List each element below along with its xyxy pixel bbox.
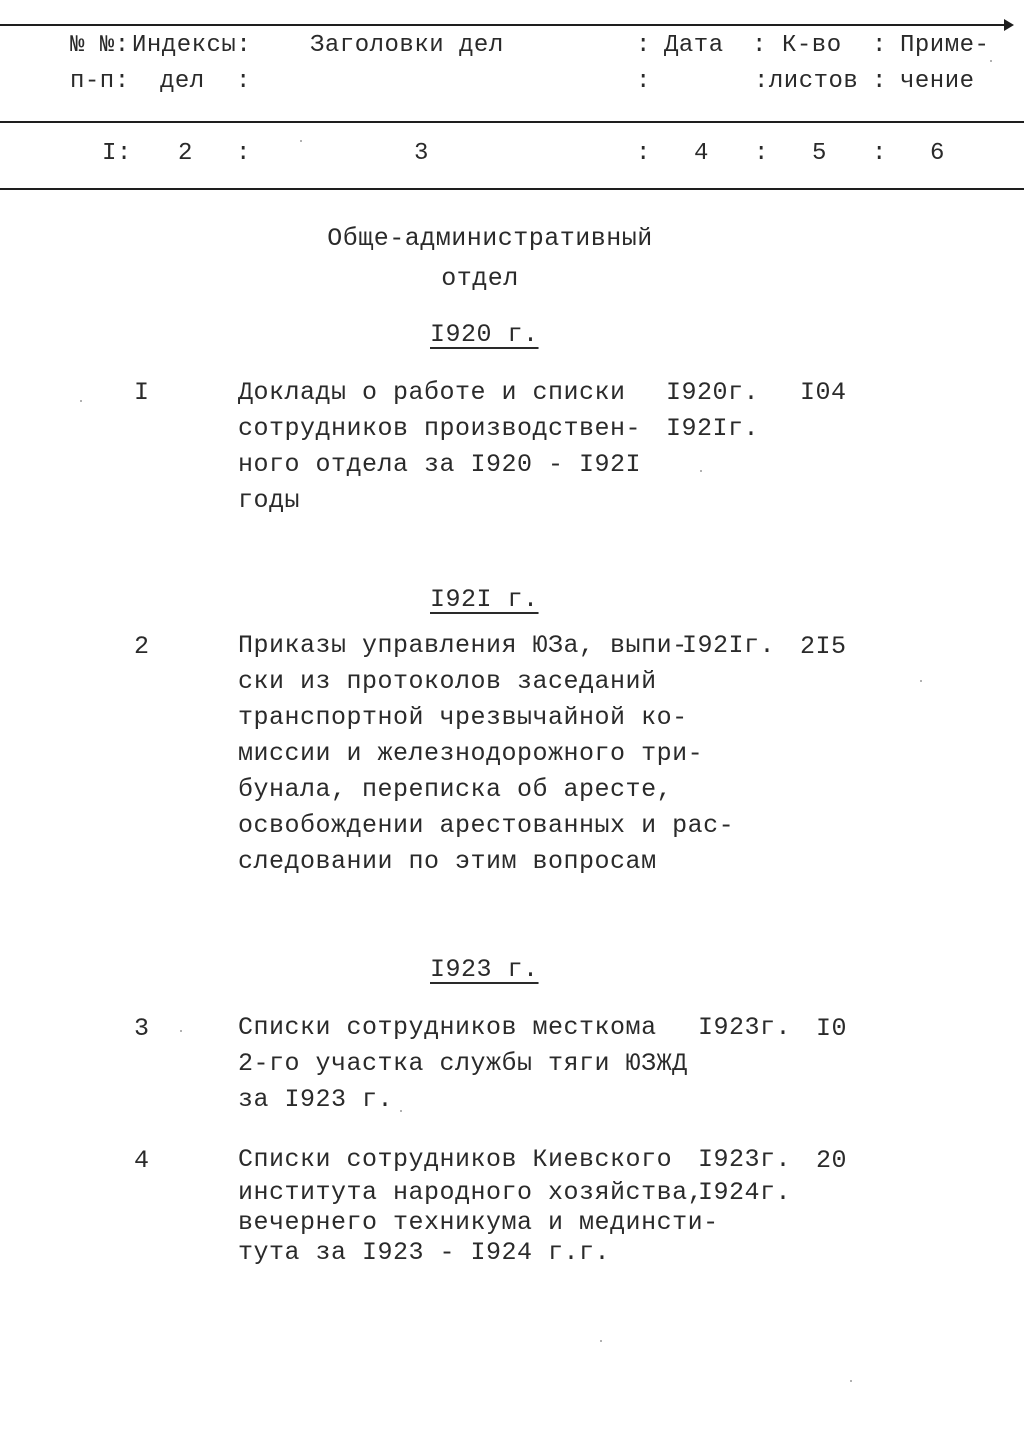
entry-sheets: I0 (816, 1014, 848, 1043)
header-number-label: № №: (70, 32, 130, 59)
entry-title (238, 628, 734, 880)
arrow-icon (1004, 19, 1014, 31)
entry-sheets: I04 (800, 378, 847, 407)
header-separator: : (872, 68, 887, 95)
header-separator: : (754, 140, 769, 167)
header-number-sublabel: п-п: (70, 68, 130, 95)
entry-date-line: I923г. (698, 1013, 792, 1042)
header-bottom-rule (0, 188, 1024, 190)
year-heading: I920 г. (430, 320, 539, 349)
scan-speck (300, 140, 302, 142)
entry-title-line: Списки сотрудников месткома (238, 1013, 657, 1042)
entry-title-line: годы (238, 486, 301, 515)
entry-date (666, 375, 759, 447)
header-sheets-label: К-во (782, 32, 842, 59)
header-sheets-sublabel: :листов (754, 68, 859, 95)
entry-title-line: вечернего техникума и мединсти- (238, 1208, 719, 1237)
scan-speck (600, 1340, 602, 1342)
year-heading: I92I г. (430, 585, 539, 614)
column-number-5: 5 (812, 140, 827, 167)
entry-title-line: бунала, переписка об аресте, (238, 775, 673, 804)
entry-title-line: освобождении арестованных и рас- (238, 811, 735, 840)
header-index-sublabel: дел (160, 68, 205, 95)
entry-title (238, 1142, 719, 1268)
header-separator: : (636, 68, 651, 95)
entry-title-line: института народного хозяйства, (238, 1178, 704, 1207)
entry-title-line: за I923 г. (238, 1085, 394, 1114)
column-number-1: I: (102, 140, 132, 167)
entry-title-line: тута за I923 - I924 г.г. (238, 1238, 611, 1267)
section-subtitle (230, 264, 730, 293)
column-number-3: 3 (414, 140, 429, 167)
header-separator: : (872, 32, 887, 59)
entry-sheets: 20 (816, 1146, 848, 1175)
entry-number: 2 (134, 632, 150, 661)
header-index-label: Индексы: (132, 32, 252, 59)
entry-title-line: сотрудников производствен- (238, 414, 642, 443)
entry-date-line: I92Iг. (666, 414, 760, 443)
entry-number: 4 (134, 1146, 150, 1175)
column-number-6: 6 (930, 140, 945, 167)
entry-title-line: ски из протоколов заседаний (238, 667, 657, 696)
header-separator: : (236, 68, 251, 95)
header-separator: : (636, 32, 651, 59)
entry-number: 3 (134, 1014, 150, 1043)
entry-date (698, 1010, 791, 1046)
header-middle-rule (0, 121, 1024, 123)
header-notes-sublabel: чение (900, 68, 975, 95)
section-title-line1: Обще-административный (327, 224, 653, 253)
entry-title-line: 2-го участка службы тяги ЮЗЖД (238, 1049, 688, 1078)
section-title (230, 224, 750, 253)
entry-date-line: I923г. (698, 1145, 792, 1174)
entry-date-line: I92Iг. (682, 631, 776, 660)
scan-speck (700, 470, 702, 472)
scan-speck (80, 400, 82, 402)
entry-date (682, 628, 775, 664)
column-number-4: 4 (694, 140, 709, 167)
entry-title-line: Списки сотрудников Киевского (238, 1145, 673, 1174)
entry-number: I (134, 378, 150, 407)
entry-title-line: Приказы управления ЮЗа, выпи- (238, 631, 688, 660)
section-title-line2: отдел (441, 264, 519, 293)
entry-title-line: Доклады о работе и списки (238, 378, 626, 407)
header-separator: : (752, 32, 767, 59)
header-separator: : (872, 140, 887, 167)
entry-title-line: транспортной чрезвычайной ко- (238, 703, 688, 732)
scan-speck (180, 1030, 182, 1032)
header-separator: : (636, 140, 651, 167)
entry-title (238, 1010, 688, 1118)
scan-speck (850, 1380, 852, 1382)
scan-speck (990, 60, 992, 62)
column-number-2: 2 (178, 140, 193, 167)
entry-date-line: I920г. (666, 378, 760, 407)
header-notes-label: Приме- (900, 32, 990, 59)
scan-speck (920, 680, 922, 682)
scan-speck (400, 1110, 402, 1112)
header-title-label: Заголовки дел (310, 32, 504, 59)
entry-date-line: I924г. (698, 1178, 792, 1207)
entry-title (238, 375, 641, 519)
entry-sheets: 2I5 (800, 632, 847, 661)
entry-title-line: следовании по этим вопросам (238, 847, 657, 876)
entry-title-line: миссии и железнодорожного три- (238, 739, 704, 768)
entry-date (698, 1142, 791, 1208)
entry-title-line: ного отдела за I920 - I92I (238, 450, 642, 479)
header-separator: : (236, 140, 251, 167)
header-top-rule (0, 24, 1008, 26)
header-date-label: Дата (664, 32, 724, 59)
year-heading: I923 г. (430, 955, 539, 984)
